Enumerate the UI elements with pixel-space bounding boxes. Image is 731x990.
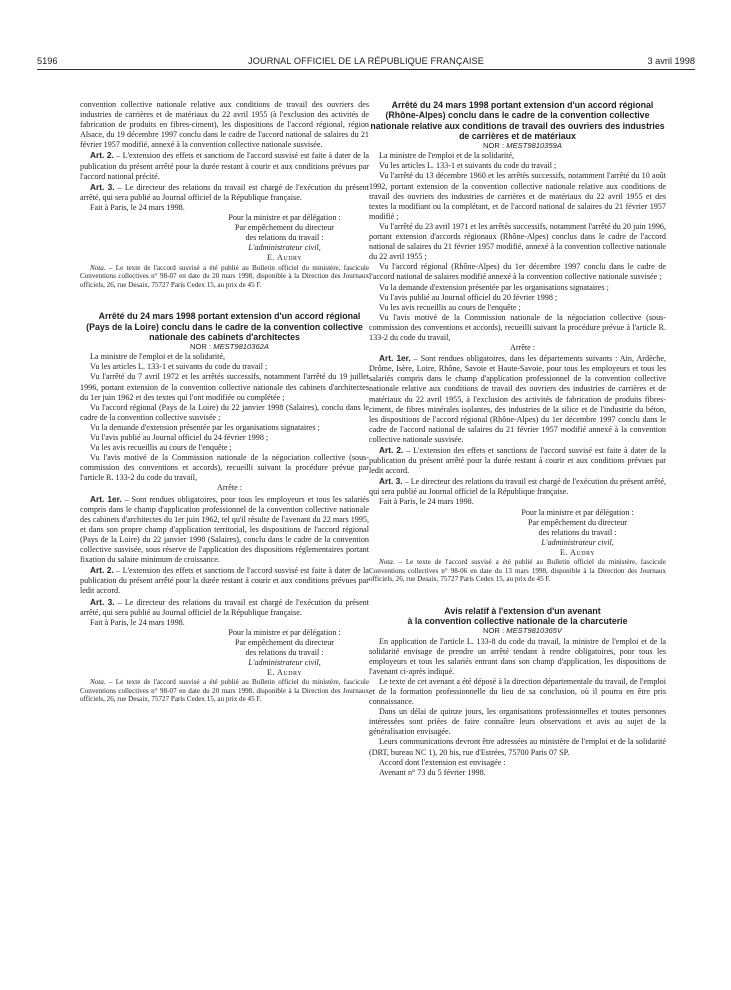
journal-title: JOURNAL OFFICIEL DE LA RÉPUBLIQUE FRANÇAISE	[248, 56, 484, 66]
article-label: Art. 2.	[90, 150, 114, 161]
article-3: Art. 3. – Le directeur des relations du travail est chargé de l'exécution du présent arrêté, qui sera publié au Journal officiel de la République française.	[369, 476, 666, 497]
issue-date: 3 avril 1998	[647, 56, 695, 66]
page-number: 5196	[37, 56, 58, 66]
signatory-name: E. Audry	[266, 668, 303, 678]
signatory-name: E. Audry	[266, 253, 303, 263]
signature-block: Pour la ministre et par délégation : Par empêchement du directeur des relations du travail : L'administrateur civil, E. Audry	[80, 628, 369, 678]
nor-reference: NOR : MESТ9810359A	[483, 141, 562, 151]
article-2: Art. 2. – L'extension des effets et sanctions de l'accord susvisé est faite à dater de la publication du présent arrêté pour la durée restant à courir et aux conditions prévues par ledit accord.	[80, 565, 369, 596]
article-1: Art. 1er. – Sont rendues obligatoires, pour tous les employeurs et tous les salariés compris dans le champ d'application professionnel de la convention collective nationale des cabinets d'architectes du 1er juin 1962, tel qu'il résulte de l'avenant du 22 mars 1995, et dans son propre champ d'application territorial, les dispositions de l'accord régional (Pays de la Loire) du 22 janvier 1998 (Salaires), conclu dans le cadre de la convention collective susvisée, sous réserve de l'application des dispositions réglementaires portant fixation du salaire minimum de croissance.	[80, 493, 369, 565]
page-header	[37, 56, 695, 70]
nota: Nota. – Le texte de l'accord susvisé a été publié au Bulletin officiel du ministère, fascicule Conventions collectives n° 98-07 en date du 20 mars 1998, disponible à la Direction des Journaux officiels, 26, rue Desaix, 75727 Paris Cedex 15, au prix de 45 F.	[80, 263, 369, 289]
article-3: Art. 3. – Le directeur des relations du travail est chargé de l'exécution du présent arrêté, qui sera publié au Journal officiel de la République française.	[80, 181, 370, 202]
continuation-paragraph: convention collective nationale relative aux conditions de travail des ouvriers des industries de carrières et de matériaux du 22 avril 1955 (à l'exclusion des activités de fabrication de produits en fibres-ciment), les dispositions de l'accord régional, région Alsace, du 19 décembre 1997 conclu dans le cadre de l'accord national de salaires du 21 février 1957 modifié, annexé à la convention collective nationale susvisée.	[80, 100, 369, 150]
nota: Nota. – Le texte de l'accord susvisé a été publié au Bulletin officiel du ministère, fascicule Conventions collectives n° 98-07 en date du 20 mars 1998, disponible à la Direction des Journaux officiels, 26, rue Desaix, 75727 Paris Cedex 15, au prix de 45 F.	[80, 678, 369, 704]
signature-block: Pour la ministre et par délégation : Par empêchement du directeur des relations du travail : L'administrateur civil, E. Audry	[80, 213, 369, 263]
decree-title: Arrêté du 24 mars 1998 portant extension d'un accord régional (Pays de la Loire) conclu dans le cadre de la convention collective nationale des cabinets d'architectes	[86, 311, 363, 342]
arrete-heading: Arrête :	[216, 483, 243, 493]
signature-place-date: Fait à Paris, le 24 mars 1998.	[90, 617, 185, 627]
right-column: Arrêté du 24 mars 1998 portant extension d'un accord régional (Rhône-Alpes) conclu dans le cadre de la convention collective nationale relative aux conditions de travail des ouvriers des industries de carrières et de matériaux NOR : MESТ9810359A La ministre de l'emploi et de la solidarité, Vu les articles L. 133-1 et suivants du code du travail ; Vu l'arrêté du 13 décembre 1960 et les arrêtés successifs, notamment l'arrêté du 10 août 1992, portant extension de la convention collective nationale relative aux conditions de travail des ouvriers des industries de carrières et de matériaux du 22 avril 1955 et des textes la modifiant ou la complétant, et de l'accord national de salaires du 21 février 1957 modifié ; Vu l'arrêté du 23 avril 1971 et les arrêtés successifs, notamment l'arrêté du 20 juin 1996, portant extension d'accords régionaux (Rhône-Alpes) conclus dans le cadre de l'accord national de salaires du 21 février 1957 modifié, annexé à la convention collective nationale du 22 avril 1955 ; Vu l'accord régional (Rhône-Alpes) du 1er décembre 1997 conclu dans le cadre de l'accord national de salaires modifié annexé à la convention collective nationale susvisée ; Vu la demande d'extension présentée par les organisations signataires ; Vu l'avis publié au Journal officiel du 20 février 1998 ; Vu les avis recueillis au cours de l'enquête ; Vu l'avis motivé de la Commission nationale de la négociation collective (sous-commission des conventions et accords), recueilli suivant la procédure prévue à l'article R. 133-2 du code du travail, Arrête : Art. 1er. – Sont rendues obligatoires, dans les départements suivants : Ain, Ardèche, Drôme, Isère, Loire, Rhône, Savoie et Haute-Savoie, pour tous les employeurs et tous les salariés compris dans le champ d'application professionnel de la convention collective nationale relative aux conditions de travail des ouvriers des industries de carrières et de matériaux du 22 avril 1955, à l'exclusion des activités de fabrication de produits fibres-ciment, de fibres minérales isolantes, des industries de la silice et de l'industrie du béton, les dispositions de l'accord régional (Rhône-Alpes) du 1er décembre 1997 conclu dans le cadre de l'accord national de salaires du 21 février 1957 modifié annexé à la convention collective nationale susvisée. Art. 2. – L'extension des effets et sanctions de l'accord susvisé est faite à dater de la publication du présent arrêté pour la durée restant à courir et aux conditions prévues par ledit accord. Art. 3. – Le directeur des relations du travail est chargé de l'exécution du présent arrêté, qui sera publié au Journal officiel de la République française. Fait à Paris, le 24 mars 1998. Pour la ministre et par délégation : Par empêchement du directeur des relations du travail : L'administrateur civil, E. Audry Nota. – Le texte de l'accord susvisé a été publié au Bulletin officiel du ministère, fascicule Conventions collectives n° 98-06 en date du 13 mars 1998, disponible à la Direction des Journaux officiels, 26, rue Desaix, 75727 Paris Cedex 15, au prix de 45 F. Avis relatif à l'extension d'un avenant à la convention collective nationale de la charcuterie NOR : MESТ9810365V En application de l'article L. 133-8 du code du travail, la ministre de l'emploi et de la solidarité envisage de prendre un arrêté tendant à rendre obligatoires, pour tous les employeurs et tous les salariés entrant dans son champ d'application, les dispositions de l'avenant ci-après indiqué. Le texte de cet avenant a été déposé à la direction départementale du travail, de l'emploi et de la formation professionnelle du lieu de sa conclusion, où il pourra en être pris connaissance. Dans un délai de quinze jours, les organisations professionnelles et toutes personnes intéressées sont priées de faire connaître leurs observations et avis au sujet de la généralisation envisagée. Leurs communications devront être adressées au ministère de l'emploi et de la solidarité (DRT, bureau NC 1), 20 bis, rue d'Estrées, 75700 Paris 07 SP. Accord dont l'extension est envisagée : Avenant n° 73 du 5 février 1998.	[369, 100, 666, 777]
arrete-heading: Arrête :	[509, 343, 536, 353]
signature-place-date: Fait à Paris, le 24 mars 1998.	[90, 202, 185, 212]
left-column: convention collective nationale relative aux conditions de travail des ouvriers des industries de carrières et de matériaux du 22 avril 1955 (à l'exclusion des activités de fabrication de produits en fibres-ciment), les dispositions de l'accord régional, région Alsace, du 19 décembre 1997 conclu dans le cadre de l'accord national de salaires du 21 février 1957 modifié, annexé à la convention collective nationale susvisée. Art. 2. – L'extension des effets et sanctions de l'accord susvisé est faite à dater de la publication du présent arrêté pour la durée restant à courir et aux conditions prévues par l'accord national précité. Art. 3. – Le directeur des relations du travail est chargé de l'exécution du présent arrêté, qui sera publié au Journal officiel de la République française. Fait à Paris, le 24 mars 1998. Pour la ministre et par délégation : Par empêchement du directeur des relations du travail : L'administrateur civil, E. Audry Nota. – Le texte de l'accord susvisé a été publié au Bulletin officiel du ministère, fascicule Conventions collectives n° 98-07 en date du 20 mars 1998, disponible à la Direction des Journaux officiels, 26, rue Desaix, 75727 Paris Cedex 15, au prix de 45 F. Arrêté du 24 mars 1998 portant extension d'un accord régional (Pays de la Loire) conclu dans le cadre de la convention collective nationale des cabinets d'architectes NOR : MESТ9810362A La ministre de l'emploi et de la solidarité, Vu les articles L. 133-1 et suivants du code du travail ; Vu l'arrêté du 7 avril 1972 et les arrêtés successifs, notamment l'arrêté du 19 juillet 1996, portant extension de la convention collective nationale des cabinets d'architectes du 1er juin 1962 et des textes qui l'ont modifiée ou complétée ; Vu l'accord régional (Pays de la Loire) du 22 janvier 1998 (Salaires), conclu dans le cadre de la convention collective susvisée ; Vu la demande d'extension présentée par les organisations signataires ; Vu l'avis publié au Journal officiel du 24 février 1998 ; Vu les avis recueillis au cours de l'enquête ; Vu l'avis motivé de la Commission nationale de la négociation collective (sous-commission des conventions et accords), recueilli suivant la procédure prévue par l'article R. 133-2 du code du travail, Arrête : Art. 1er. – Sont rendues obligatoires, pour tous les employeurs et tous les salariés compris dans le champ d'application professionnel de la convention collective nationale des cabinets d'architectes du 1er juin 1962, tel qu'il résulte de l'avenant du 22 mars 1995, et dans son propre champ d'application territorial, les dispositions de l'accord régional (Pays de la Loire) du 22 janvier 1998 (Salaires), conclu dans le cadre de la convention collective susvisée, sous réserve de l'application des dispositions réglementaires portant fixation du salaire minimum de croissance. Art. 2. – L'extension des effets et sanctions de l'accord susvisé est faite à dater de la publication du présent arrêté pour la durée restant à courir et aux conditions prévues par ledit accord. Art. 3. – Le directeur des relations du travail est chargé de l'exécution du présent arrêté, qui sera publié au Journal officiel de la République française. Fait à Paris, le 24 mars 1998. Pour la ministre et par délégation : Par empêchement du directeur des relations du travail : L'administrateur civil, E. Audry Nota. – Le texte de l'accord susvisé a été publié au Bulletin officiel du ministère, fascicule Conventions collectives n° 98-07 en date du 20 mars 1998, disponible à la Direction des Journaux officiels, 26, rue Desaix, 75727 Paris Cedex 15, au prix de 45 F.	[80, 100, 370, 704]
article-3: Art. 3. – Le directeur des relations du travail est chargé de l'exécution du présent arrêté, qui sera publié au Journal officiel de la République française.	[80, 596, 370, 617]
nota: Nota. – Le texte de l'accord susvisé a été publié au Bulletin officiel du ministère, fascicule Conventions collectives n° 98-06 en date du 13 mars 1998, disponible à la Direction des Journaux officiels, 26, rue Desaix, 75727 Paris Cedex 15, au prix de 45 F.	[369, 558, 666, 584]
nor-reference: NOR : MESТ9810365V	[483, 626, 562, 636]
article-1: Art. 1er. – Sont rendues obligatoires, dans les départements suivants : Ain, Ardèche, Drôme, Isère, Loire, Rhône, Savoie et Haute-Savoie, pour tous les employeurs et tous les salariés compris dans le champ d'application professionnel de la convention collective nationale relative aux conditions de travail des ouvriers des industries de carrières et de matériaux du 22 avril 1955, à l'exclusion des activités de fabrication de produits fibres-ciment, de fibres minérales isolantes, des industries de la silice et de l'industrie du béton, les dispositions de l'accord régional (Rhône-Alpes) du 1er décembre 1997 conclu dans le cadre de l'accord national de salaires du 21 février 1957 modifié annexé à la convention collective nationale susvisée.	[369, 353, 666, 444]
signatory-name: E. Audry	[559, 547, 596, 557]
article-2: Art. 2. – L'extension des effets et sanctions de l'accord susvisé est faite à dater de la publication du présent arrêté pour la durée restant à courir et aux conditions prévues par l'accord national précité.	[80, 150, 369, 181]
article-2: Art. 2. – L'extension des effets et sanctions de l'accord susvisé est faite à dater de la publication du présent arrêté pour la durée restant à courir et aux conditions prévues par ledit accord.	[369, 445, 666, 476]
nor-reference: NOR : MESТ9810362A	[190, 342, 269, 352]
signature-block: Pour la ministre et par délégation : Par empêchement du directeur des relations du travail : L'administrateur civil, E. Audry	[369, 508, 666, 558]
article-label: Art. 3.	[90, 181, 115, 192]
decree-title: Arrêté du 24 mars 1998 portant extension d'un accord régional (Rhône-Alpes) conclu dans le cadre de la convention collective nationale relative aux conditions de travail des ouvriers des industries de carrières et de matériaux	[370, 100, 665, 141]
notice-title: Avis relatif à l'extension d'un avenant à la convention collective nationale de la charcuterie	[407, 605, 628, 627]
signature-place-date: Fait à Paris, le 24 mars 1998.	[379, 497, 474, 507]
header-rule	[37, 69, 695, 70]
